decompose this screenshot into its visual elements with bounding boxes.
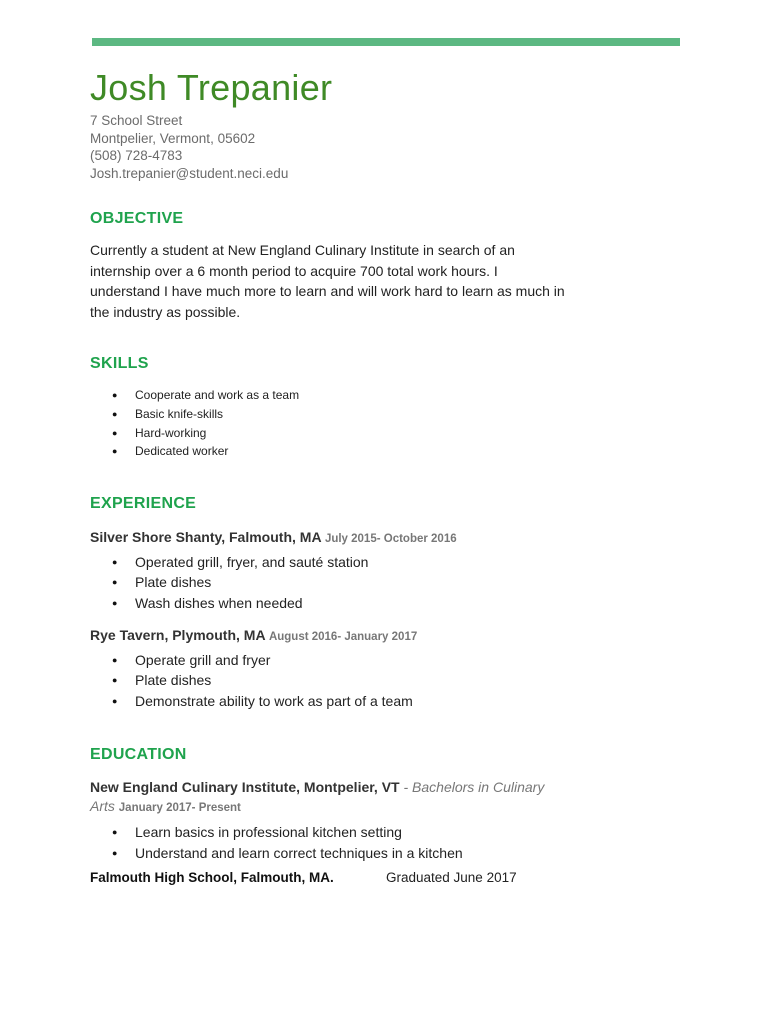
skill-item: ● Basic knife-skills xyxy=(90,405,690,424)
job-duty: ● Operate grill and fryer xyxy=(90,650,690,670)
job-entry-silver-shore xyxy=(90,528,690,613)
job-duty: ● Operated grill, fryer, and sauté station xyxy=(90,552,690,572)
address-line-2: Montpelier, Vermont, 05602 xyxy=(90,130,256,146)
candidate-name: Josh Trepanier xyxy=(90,67,333,108)
skill-item: ● Hard-working xyxy=(90,424,690,443)
objective-heading: OBJECTIVE xyxy=(90,210,184,227)
address-line-1: 7 School Street xyxy=(90,113,183,128)
high-school-row xyxy=(90,869,690,887)
job-dates: August 2016- January 2017 xyxy=(268,630,418,643)
top-accent-bar xyxy=(92,38,680,46)
phone-number: (508) 728-4783 xyxy=(90,148,183,163)
contact-info xyxy=(90,112,690,182)
resume-body xyxy=(90,66,690,887)
job-duty: ● Plate dishes xyxy=(90,670,690,690)
education-entry xyxy=(90,778,690,887)
job-dates: July 2015- October 2016 xyxy=(324,532,457,545)
high-school-name: Falmouth High School, Falmouth, MA. xyxy=(90,870,334,885)
job-duty: ● Wash dishes when needed xyxy=(90,593,690,613)
education-detail: ● Learn basics in professional kitchen setting xyxy=(90,822,690,842)
skill-item: ● Cooperate and work as a team xyxy=(90,386,690,405)
high-school-graduation: Graduated June 2017 xyxy=(386,870,517,885)
skills-list xyxy=(90,386,690,460)
email-address[interactable]: Josh.trepanier@student.neci.edu xyxy=(90,165,289,181)
skills-heading: SKILLS xyxy=(90,355,149,373)
school-name: New England Culinary Institute, Montpelier, VT xyxy=(90,779,400,796)
education-heading: EDUCATION xyxy=(90,746,187,764)
experience-heading: EXPERIENCE xyxy=(90,494,197,512)
education-dates: January 2017- Present xyxy=(118,802,241,815)
education-details-list xyxy=(90,822,690,863)
job-duties-list xyxy=(90,552,690,613)
job-title: Silver Shore Shanty, Falmouth, MA xyxy=(90,528,322,545)
job-duty: ● Plate dishes xyxy=(90,572,690,592)
job-title: Rye Tavern, Plymouth, MA xyxy=(90,626,266,643)
job-duty: ● Demonstrate ability to work as part of a team xyxy=(90,691,690,711)
skill-item: ● Dedicated worker xyxy=(90,442,690,461)
degree-name: - Bachelors in Culinary Arts xyxy=(90,779,545,815)
job-duties-list xyxy=(90,650,690,711)
job-entry-rye-tavern xyxy=(90,626,690,711)
objective-text: Currently a student at New England Culinary Institute in search of an internship over a 6 month period to acquire 700 total work hours. I understand I have much more to learn and will work hard to learn as much in the industry as possible. xyxy=(90,242,565,320)
education-detail: ● Understand and learn correct techniques in a kitchen xyxy=(90,843,690,863)
